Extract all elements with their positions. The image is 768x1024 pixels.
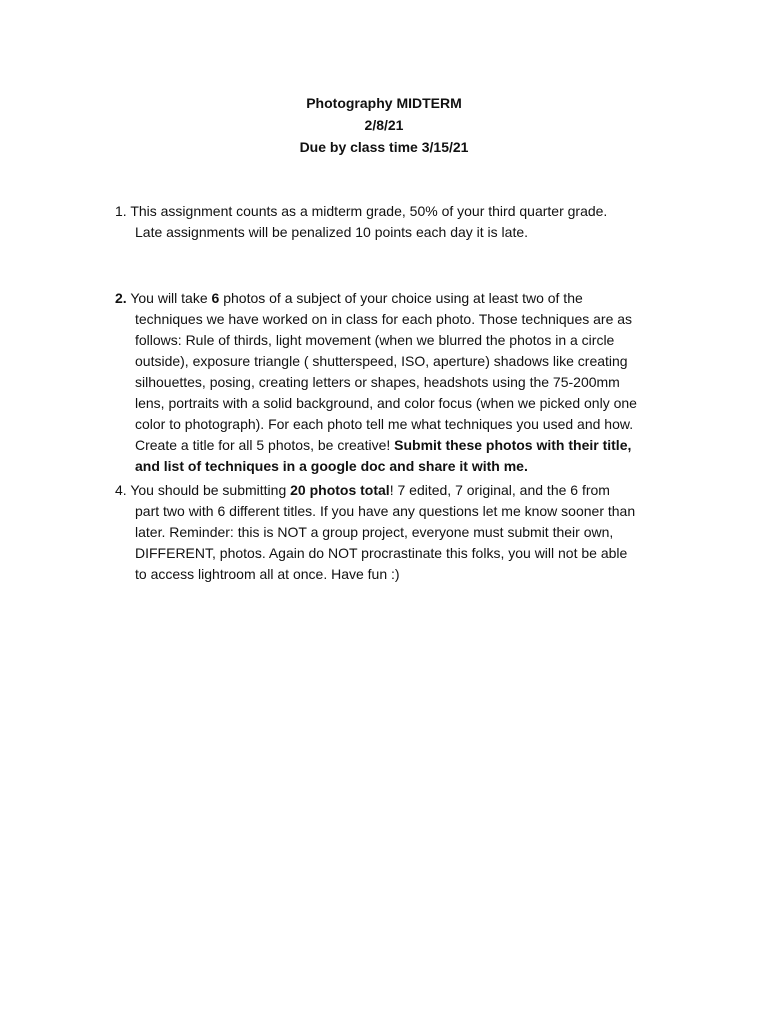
instruction-item-4 <box>115 480 680 585</box>
item-2-photo-count: 6 <box>211 290 220 306</box>
document-header <box>0 92 768 158</box>
item-2-line-1-text-c: photos of a subject of your choice using at least two of the <box>219 290 583 306</box>
item-2-submit-instruction: Submit these photos with their title, <box>394 437 632 453</box>
item-2-line-4: outside), exposure triangle ( shutterspeed, ISO, aperture) shadows like creating <box>135 353 628 369</box>
item-2-line-1 <box>115 288 680 309</box>
item-4-line-2: part two with 6 different titles. If you have any questions let me know sooner than <box>135 503 636 519</box>
instruction-item-2 <box>115 288 680 477</box>
item-1-line-2: Late assignments will be penalized 10 points each day it is late. <box>135 224 529 240</box>
instruction-item-1 <box>115 201 675 243</box>
item-2-line-2: techniques we have worked on in class for each photo. Those techniques are as <box>135 311 633 327</box>
item-4-line-1 <box>115 480 680 501</box>
document-date: 2/8/21 <box>364 117 404 133</box>
item-2-line-1-text-a: You will take <box>126 290 212 306</box>
item-2-line-8-text-a: Create a title for all 5 photos, be creative! <box>135 437 395 453</box>
item-1-line-1: 1. This assignment counts as a midterm grade, 50% of your third quarter grade. <box>115 203 608 219</box>
item-2-line-7: color to photograph). For each photo tell me what techniques you used and how. <box>135 416 634 432</box>
item-4-line-4: DIFFERENT, photos. Again do NOT procrastinate this folks, you will not be able <box>135 545 628 561</box>
item-2-line-5: silhouettes, posing, creating letters or shapes, headshots using the 75-200mm <box>135 374 620 390</box>
item-2-number: 2. <box>115 290 127 306</box>
document-title: Photography MIDTERM <box>306 95 462 111</box>
item-2-line-8 <box>115 435 680 456</box>
item-2-line-9: and list of techniques in a google doc and share it with me. <box>135 458 528 474</box>
item-4-line-1-text-a: 4. You should be submitting <box>115 482 291 498</box>
item-2-line-6: lens, portraits with a solid background, and color focus (when we picked only one <box>135 395 637 411</box>
item-4-line-1-text-c: ! 7 edited, 7 original, and the 6 from <box>389 482 610 498</box>
document-due-date: Due by class time 3/15/21 <box>299 139 469 155</box>
item-2-line-3: follows: Rule of thirds, light movement (when we blurred the photos in a circle <box>135 332 615 348</box>
item-4-line-3: later. Reminder: this is NOT a group project, everyone must submit their own, <box>135 524 614 540</box>
item-4-photo-total: 20 photos total <box>290 482 390 498</box>
item-4-line-5: to access lightroom all at once. Have fun :) <box>135 566 400 582</box>
